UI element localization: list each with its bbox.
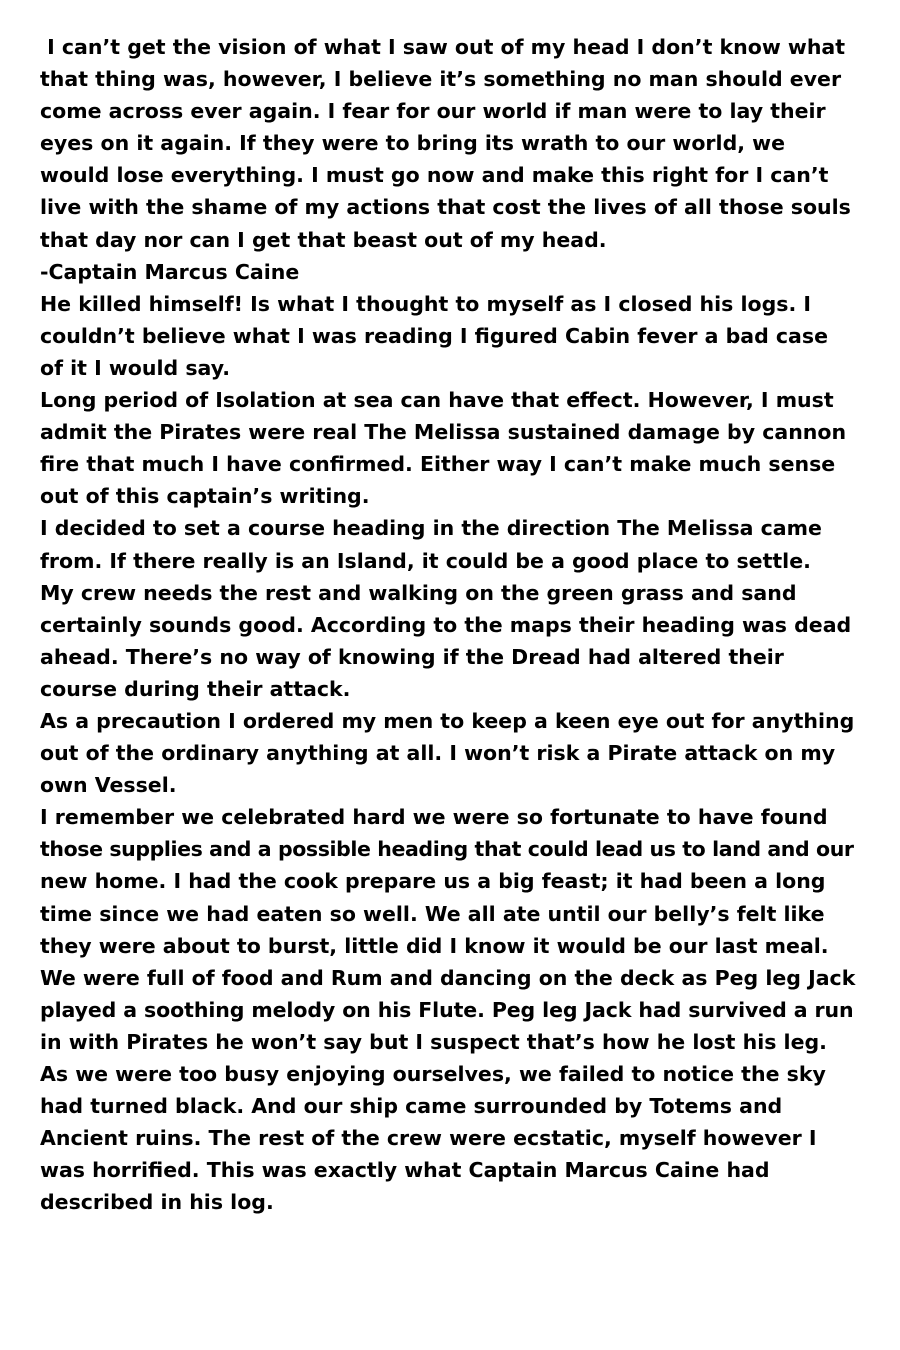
text-line: live with the shame of my actions that cost the lives of all those souls xyxy=(40,195,851,220)
text-line: couldn’t believe what I was reading I figured Cabin fever a bad case xyxy=(40,323,828,348)
text-line: of it I would say. xyxy=(40,355,230,380)
text-line: come across ever again. I fear for our world if man were to lay their xyxy=(40,99,826,124)
text-line: ahead. There’s no way of knowing if the Dread had altered their xyxy=(40,644,784,669)
signature-line: -Captain Marcus Caine xyxy=(40,259,300,284)
text-line: from. If there really is an Island, it could be a good place to settle. xyxy=(40,548,811,573)
text-line: As we were too busy enjoying ourselves, we failed to notice the sky xyxy=(40,1062,826,1086)
text-line: own Vessel. xyxy=(40,773,177,798)
text-line: He killed himself! Is what I thought to myself as I closed his logs. I xyxy=(40,291,812,316)
text-line: was horrified. This was exactly what Captain Marcus Caine had xyxy=(40,1158,770,1183)
text-line: new home. I had the cook prepare us a big feast; it had been a long xyxy=(40,869,826,894)
text-line: in with Pirates he won’t say but I suspect that’s how he lost his leg. xyxy=(40,1029,827,1054)
text-line: course during their attack. xyxy=(40,676,351,701)
text-line: Long period of Isolation at sea can have that effect. However, I must xyxy=(40,388,834,413)
text-line: had turned black. And our ship came surrounded by Totems and xyxy=(40,1094,783,1119)
text-line: time since we had eaten so well. We all ate until our belly’s felt like xyxy=(40,901,825,926)
text-line: I decided to set a course heading in the direction The Melissa came xyxy=(40,516,822,541)
text-line: As a precaution I ordered my men to keep a keen eye out for anything xyxy=(40,708,855,733)
text-line: I remember we celebrated hard we were so fortunate to have found xyxy=(40,805,828,830)
text-line: described in his log. xyxy=(40,1190,274,1215)
text-line: they were about to burst, little did I know it would be our last meal. xyxy=(40,933,829,958)
text-line: Ancient ruins. The rest of the crew were ecstatic, myself however I xyxy=(40,1126,817,1151)
text-line: admit the Pirates were real The Melissa sustained damage by cannon xyxy=(40,420,847,445)
text-line: I can’t get the vision of what I saw out of my head I don’t know what xyxy=(40,35,846,59)
text-line: out of this captain’s writing. xyxy=(40,484,370,509)
document-page xyxy=(40,31,855,1218)
text-line: would lose everything. I must go now and make this right for I can’t xyxy=(40,163,829,188)
text-line: that day nor can I get that beast out of my head. xyxy=(40,227,607,252)
text-line: eyes on it again. If they were to bring its wrath to our world, we xyxy=(40,131,786,156)
text-line: fire that much I have confirmed. Either way I can’t make much sense xyxy=(40,452,836,477)
text-line: that thing was, however, I believe it’s something no man should ever xyxy=(40,67,842,92)
text-line: out of the ordinary anything at all. I won’t risk a Pirate attack on my xyxy=(40,741,836,766)
text-line: We were full of food and Rum and dancing on the deck as Peg leg Jack xyxy=(40,965,856,990)
text-line: those supplies and a possible heading that could lead us to land and our xyxy=(40,837,854,862)
text-line: certainly sounds good. According to the maps their heading was dead xyxy=(40,612,852,637)
text-line: My crew needs the rest and walking on the green grass and sand xyxy=(40,580,797,605)
text-line: played a soothing melody on his Flute. Peg leg Jack had survived a run xyxy=(40,997,854,1022)
